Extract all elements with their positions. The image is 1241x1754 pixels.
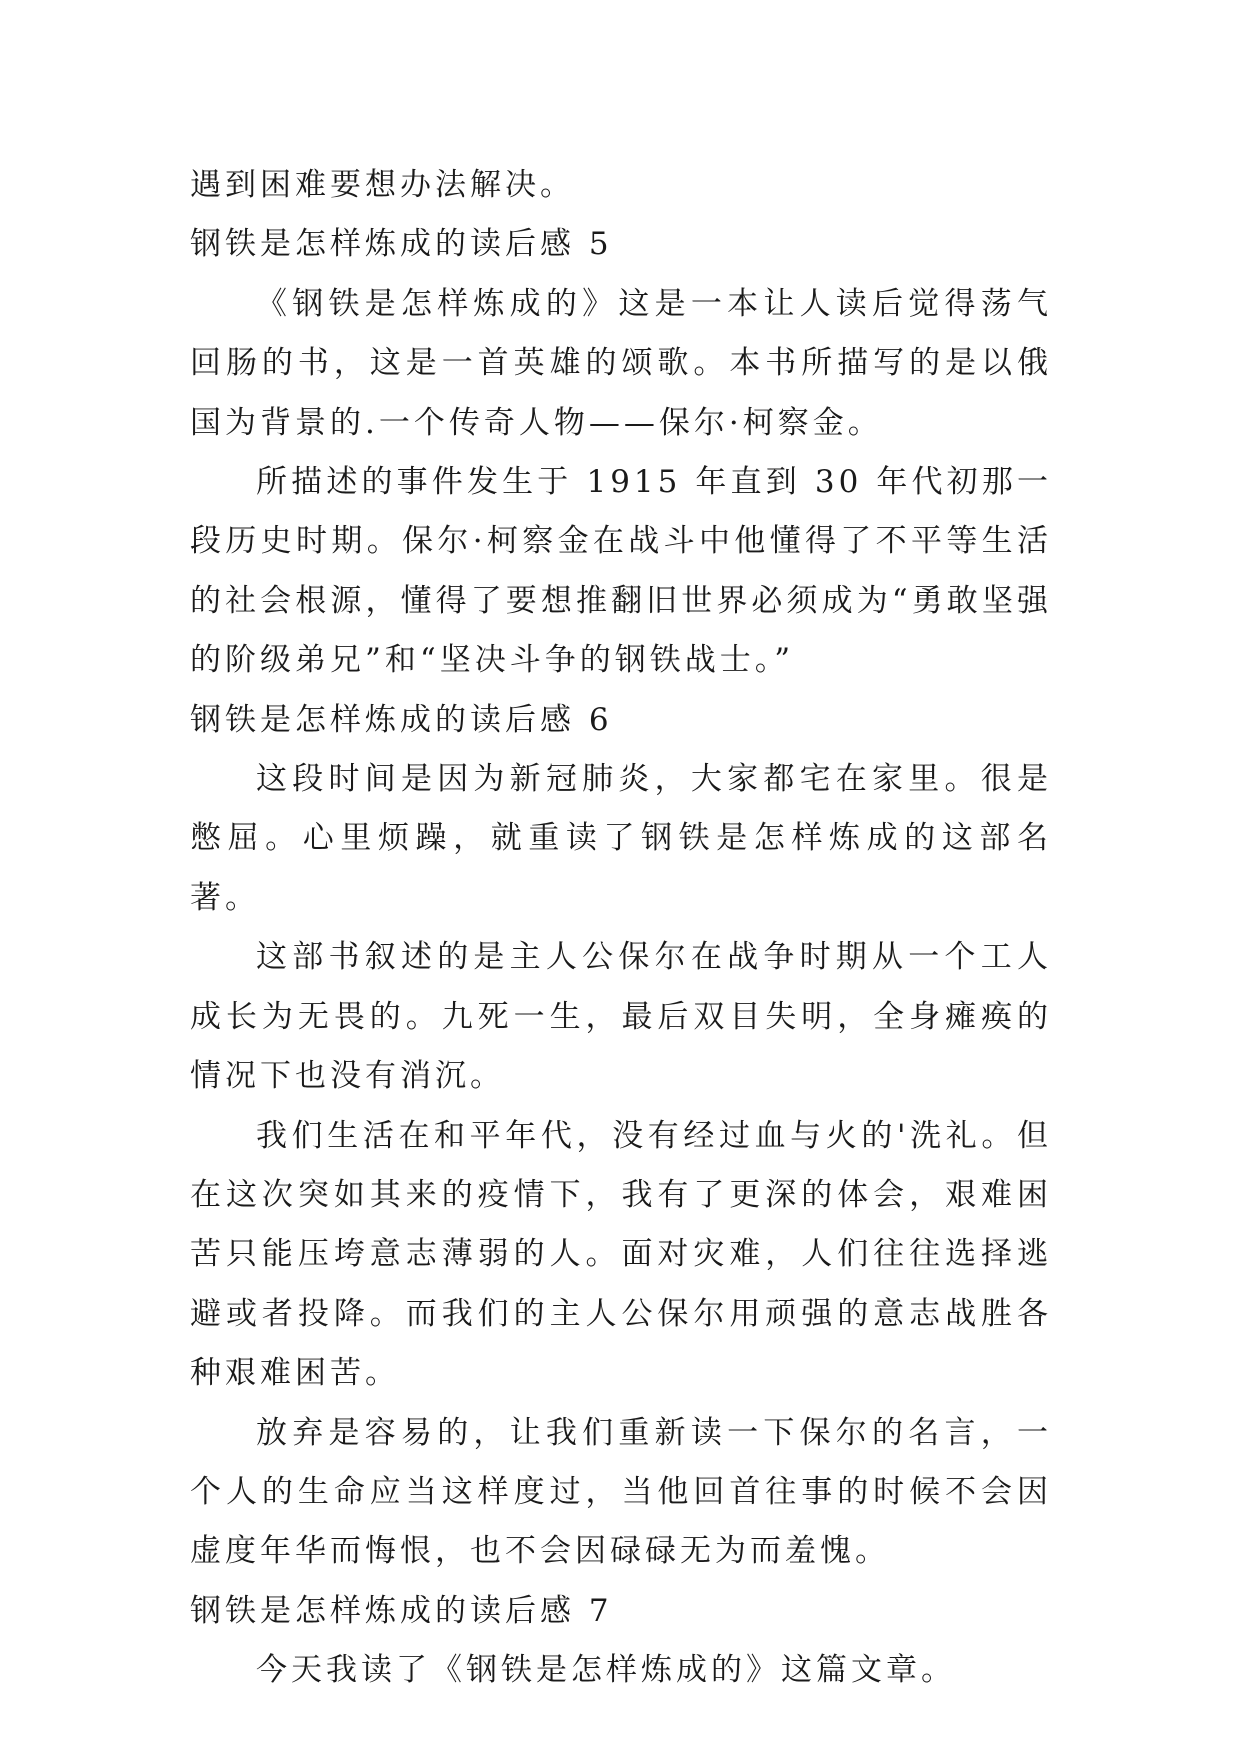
paragraph: 这部书叙述的是主人公保尔在战争时期从一个工人成长为无畏的。九死一生，最后双目失明，全身瘫痪的情况下也没有消沉。 — [190, 939, 1052, 1095]
paragraph: 所描述的事件发生于 1915 年直到 30 年代初那一段历史时期。保尔·柯察金在战斗中他懂得了不平等生活的社会根源，懂得了要想推翻旧世界必须成为“勇敢坚强的阶级弟兄”和“坚决斗争的钢铁战士。” — [190, 464, 1052, 679]
section-heading-6: 钢铁是怎样炼成的读后感 6 — [190, 701, 613, 738]
paragraph: 放弃是容易的，让我们重新读一下保尔的名言，一个人的生命应当这样度过，当他回首往事的时候不会因虚度年华而悔恨，也不会因碌碌无为而羞愧。 — [190, 1414, 1052, 1570]
intro-line: 遇到困难要想办法解决。 — [190, 167, 575, 203]
paragraph: 今天我读了《钢铁是怎样炼成的》这篇文章。 — [256, 1652, 956, 1689]
section-heading-5: 钢铁是怎样炼成的读后感 5 — [190, 226, 613, 263]
section-heading-7: 钢铁是怎样炼成的读后感 7 — [190, 1592, 613, 1629]
document-body — [190, 156, 1052, 1701]
paragraph: 我们生活在和平年代，没有经过血与火的'洗礼。但在这次突如其来的疫情下，我有了更深的体会，艰难困苦只能压垮意志薄弱的人。面对灾难，人们往往选择逃避或者投降。而我们的主人公保尔用顽强的意志战胜各种艰难困苦。 — [190, 1117, 1052, 1392]
paragraph: 《钢铁是怎样炼成的》这是一本让人读后觉得荡气回肠的书，这是一首英雄的颂歌。本书所描写的是以俄国为背景的.一个传奇人物——保尔·柯察金。 — [190, 285, 1052, 441]
paragraph: 这段时间是因为新冠肺炎，大家都宅在家里。很是憋屈。心里烦躁，就重读了钢铁是怎样炼成的这部名著。 — [190, 761, 1052, 916]
